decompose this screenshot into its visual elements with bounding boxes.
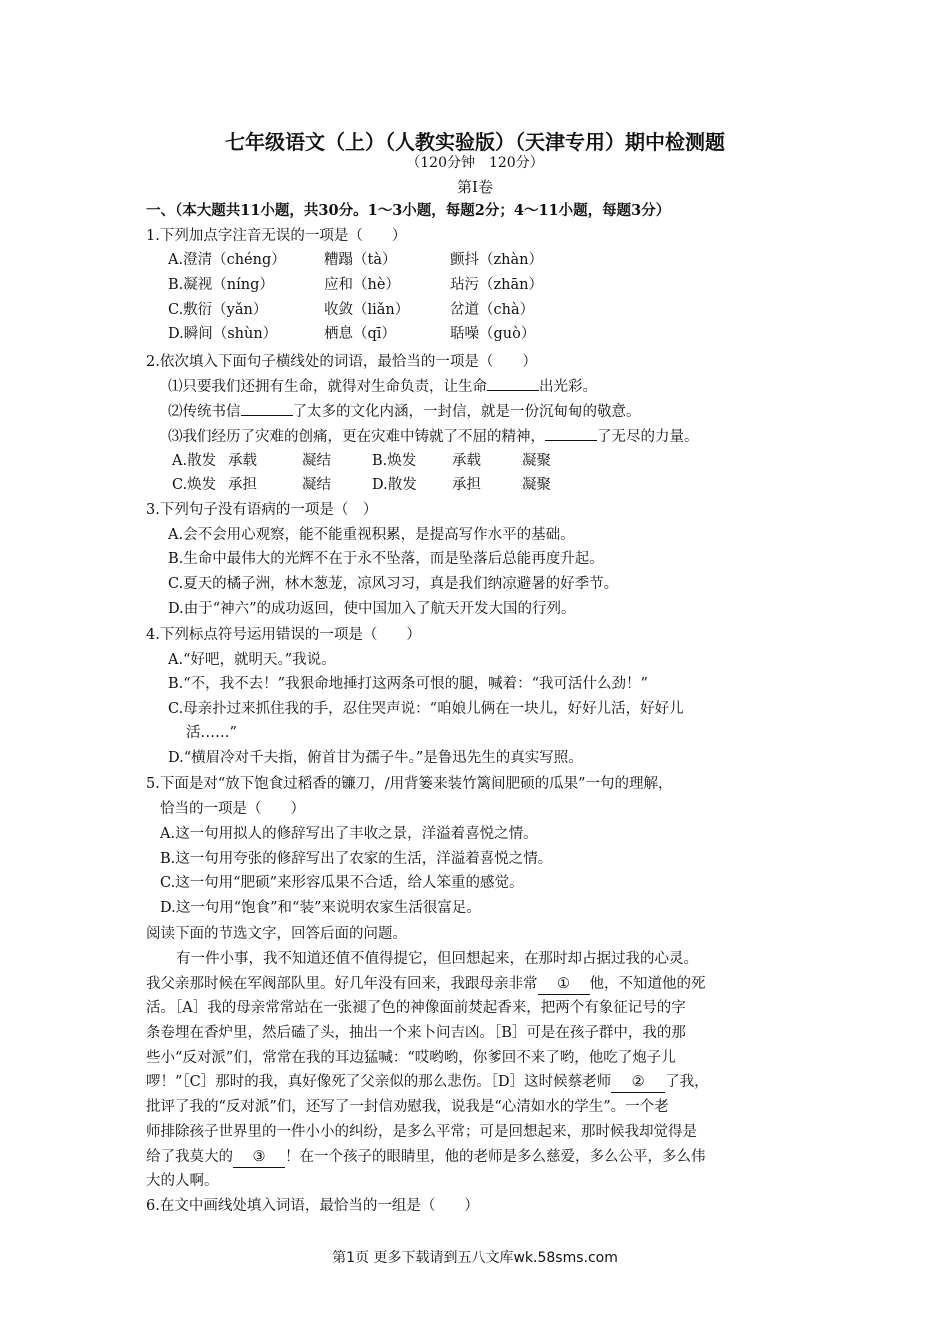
question-5-option-d: D.这一句用“饱食”和“装”来说明农家生活很富足。 bbox=[160, 900, 481, 916]
sentence-text: ⑶我们经历了灾难的创痛，更在灾难中铸就了不屈的精神， bbox=[168, 429, 545, 445]
option-cell: 应和（hè） bbox=[324, 277, 400, 293]
option-cell: 玷污（zhān） bbox=[450, 277, 543, 293]
sentence-text: 了太多的文化内涵，一封信，就是一份沉甸甸的敬意。 bbox=[292, 404, 641, 420]
question-1-row-c bbox=[168, 300, 534, 320]
question-2-sentence-2 bbox=[168, 401, 641, 422]
blank-3: ③ bbox=[233, 1147, 285, 1168]
option-cell: 颤抖（zhàn） bbox=[450, 252, 543, 268]
option-word: 承载 bbox=[228, 453, 257, 469]
option-word: 承载 bbox=[452, 453, 481, 469]
question-5-option-c: C.这一句用“肥硕”来形容瓜果不合适，给人笨重的感觉。 bbox=[160, 875, 524, 891]
question-3-stem: 3.下列句子没有语病的一项是（ ） bbox=[146, 502, 378, 518]
reading-line-10: 大的人啊。 bbox=[146, 1173, 219, 1189]
reading-text: ！在一个孩子的眼睛里，他的老师是多么慈爱，多么公平，多么伟 bbox=[285, 1149, 706, 1165]
reading-text: 给了我莫大的 bbox=[146, 1149, 233, 1165]
question-1-row-d bbox=[168, 324, 535, 344]
question-2-sentence-3 bbox=[168, 426, 699, 447]
option-cell: D.瞬间（shùn） bbox=[168, 326, 278, 342]
option-cell: 收敛（liǎn） bbox=[324, 302, 410, 318]
blank-2: ② bbox=[611, 1072, 665, 1093]
page-title: 七年级语文（上）（人教实验版）（天津专用）期中检测题 bbox=[225, 130, 725, 154]
option-cell: 糟蹋（tà） bbox=[324, 252, 397, 268]
sentence-text: 出光彩。 bbox=[539, 379, 597, 395]
question-5-option-b: B.这一句用夸张的修辞写出了农家的生活，洋溢着喜悦之情。 bbox=[160, 851, 553, 867]
reading-line-8: 师排除孩子世界里的一件小小的纠纷，是多么平常；可是回想起来，那时候我却觉得是 bbox=[146, 1124, 697, 1140]
reading-text: 我父亲那时候在军阀部队里。好几年没有回来，我跟母亲非常 bbox=[146, 976, 538, 992]
question-3-option-c: C.夏天的橘子洲，林木葱茏，凉风习习，真是我们纳凉避暑的好季节。 bbox=[168, 576, 619, 592]
question-4-option-a: A.“好吧，就明天。”我说。 bbox=[168, 652, 336, 668]
question-4-option-c-line-1: C.母亲扑过来抓住我的手，忍住哭声说：“咱娘儿俩在一块儿，好好儿活，好好儿 bbox=[168, 701, 684, 717]
fill-blank bbox=[545, 426, 597, 441]
reading-line-9 bbox=[146, 1147, 706, 1168]
question-3-option-b: B.生命中最伟大的光辉不在于永不坠落，而是坠落后总能再度升起。 bbox=[168, 551, 604, 567]
option-cell: B.凝视（níng） bbox=[168, 277, 274, 293]
reading-line-2 bbox=[146, 974, 706, 995]
question-1-stem: 1.下列加点字注音无误的一项是（ ） bbox=[146, 228, 407, 244]
option-word: A.散发 bbox=[172, 453, 217, 469]
question-2-sentence-1 bbox=[168, 376, 597, 397]
fill-blank bbox=[487, 376, 539, 391]
question-2-options-ab bbox=[172, 451, 551, 471]
reading-line-5: 些小“反对派”们，常常在我的耳边猛喊：“哎哟哟，你爹回不来了哟，他吃了炮子儿 bbox=[146, 1050, 676, 1066]
page-footer: 第1页 更多下载请到五八文库wk.58sms.com bbox=[332, 1250, 618, 1266]
option-cell: A.澄清（chéng） bbox=[168, 252, 286, 268]
option-word: 承担 bbox=[452, 477, 481, 493]
question-1-row-a bbox=[168, 250, 543, 270]
exam-time-score: （120分钟 120分） bbox=[406, 155, 544, 171]
option-cell: 栖息（qī） bbox=[324, 326, 396, 342]
fill-blank bbox=[241, 401, 293, 416]
question-2-options-cd bbox=[172, 475, 551, 495]
question-6-stem: 6.在文中画线处填入词语，最恰当的一组是（ ） bbox=[146, 1198, 479, 1214]
option-word: 凝聚 bbox=[522, 477, 551, 493]
question-4-option-c-line-2: 活……” bbox=[186, 725, 237, 741]
option-word: 凝结 bbox=[302, 453, 331, 469]
question-5-stem-line-2: 恰当的一项是（ ） bbox=[160, 801, 305, 817]
question-3-option-d: D.由于“神六”的成功返回，使中国加入了航天开发大国的行列。 bbox=[168, 601, 576, 617]
question-5-stem-line-1: 5.下面是对“放下饱食过稻香的镰刀，/用背篓来装竹篱间肥硕的瓜果”一句的理解， bbox=[146, 776, 673, 792]
reading-line-3: 活。［A］我的母亲常常站在一张褪了色的神像面前焚起香来，把两个有象征记号的字 bbox=[146, 1000, 686, 1016]
option-cell: C.敷衍（yǎn） bbox=[168, 302, 268, 318]
sentence-text: 了无尽的力量。 bbox=[597, 429, 699, 445]
question-1-row-b bbox=[168, 275, 543, 295]
option-word: B.焕发 bbox=[372, 453, 417, 469]
question-5-option-a: A.这一句用拟人的修辞写出了丰收之景，洋溢着喜悦之情。 bbox=[160, 826, 538, 842]
question-3-option-a: A.会不会用心观察，能不能重视积累，是提高写作水平的基础。 bbox=[168, 527, 575, 543]
volume-label: 第Ⅰ卷 bbox=[457, 178, 493, 196]
question-4-stem: 4.下列标点符号运用错误的一项是（ ） bbox=[146, 627, 421, 643]
section-heading bbox=[146, 201, 670, 221]
reading-line-1: 有一件小事，我不知道还值不值得提它，但回想起来，在那时却占据过我的心灵。 bbox=[176, 951, 698, 967]
sentence-text: ⑴只要我们还拥有生命，就得对生命负责，让生命 bbox=[168, 379, 487, 395]
reading-text: 他，不知道他的死 bbox=[589, 976, 706, 992]
reading-text: 啰！”［C］那时的我，真好像死了父亲似的那么悲伤。［D］这时候蔡老师 bbox=[146, 1074, 612, 1090]
reading-intro: 阅读下面的节选文字，回答后面的问题。 bbox=[146, 926, 407, 942]
option-word: C.焕发 bbox=[172, 477, 217, 493]
blank-1: ① bbox=[538, 974, 590, 995]
question-4-option-d: D.“横眉冷对千夫指，俯首甘为孺子牛。”是鲁迅先生的真实写照。 bbox=[168, 750, 583, 766]
question-4-option-b: B.“不，我不去！”我狠命地捶打这两条可恨的腿，喊着：“我可活什么劲！” bbox=[168, 676, 648, 692]
option-cell: 岔道（chà） bbox=[450, 302, 535, 318]
option-word: 凝结 bbox=[302, 477, 331, 493]
reading-line-4: 条卷埋在香炉里，然后磕了头，抽出一个来卜问吉凶。［B］可是在孩子群中，我的那 bbox=[146, 1025, 686, 1041]
option-word: D.散发 bbox=[372, 477, 417, 493]
sentence-text: ⑵传统书信 bbox=[168, 404, 241, 420]
reading-line-6 bbox=[146, 1072, 709, 1093]
option-word: 凝聚 bbox=[522, 453, 551, 469]
reading-text: 了我， bbox=[665, 1074, 709, 1090]
option-cell: 聒噪（guò） bbox=[450, 326, 536, 342]
reading-line-7: 批评了我的“反对派”们，还写了一封信劝慰我，说我是“心清如水的学生”。一个老 bbox=[146, 1099, 669, 1115]
option-word: 承担 bbox=[228, 477, 257, 493]
question-2-stem: 2.依次填入下面句子横线处的词语，最恰当的一项是（ ） bbox=[146, 354, 537, 370]
section-text: 一、（本大题共11小题，共30分。1～3小题，每题2分；4～11小题，每题3分） bbox=[146, 202, 671, 219]
